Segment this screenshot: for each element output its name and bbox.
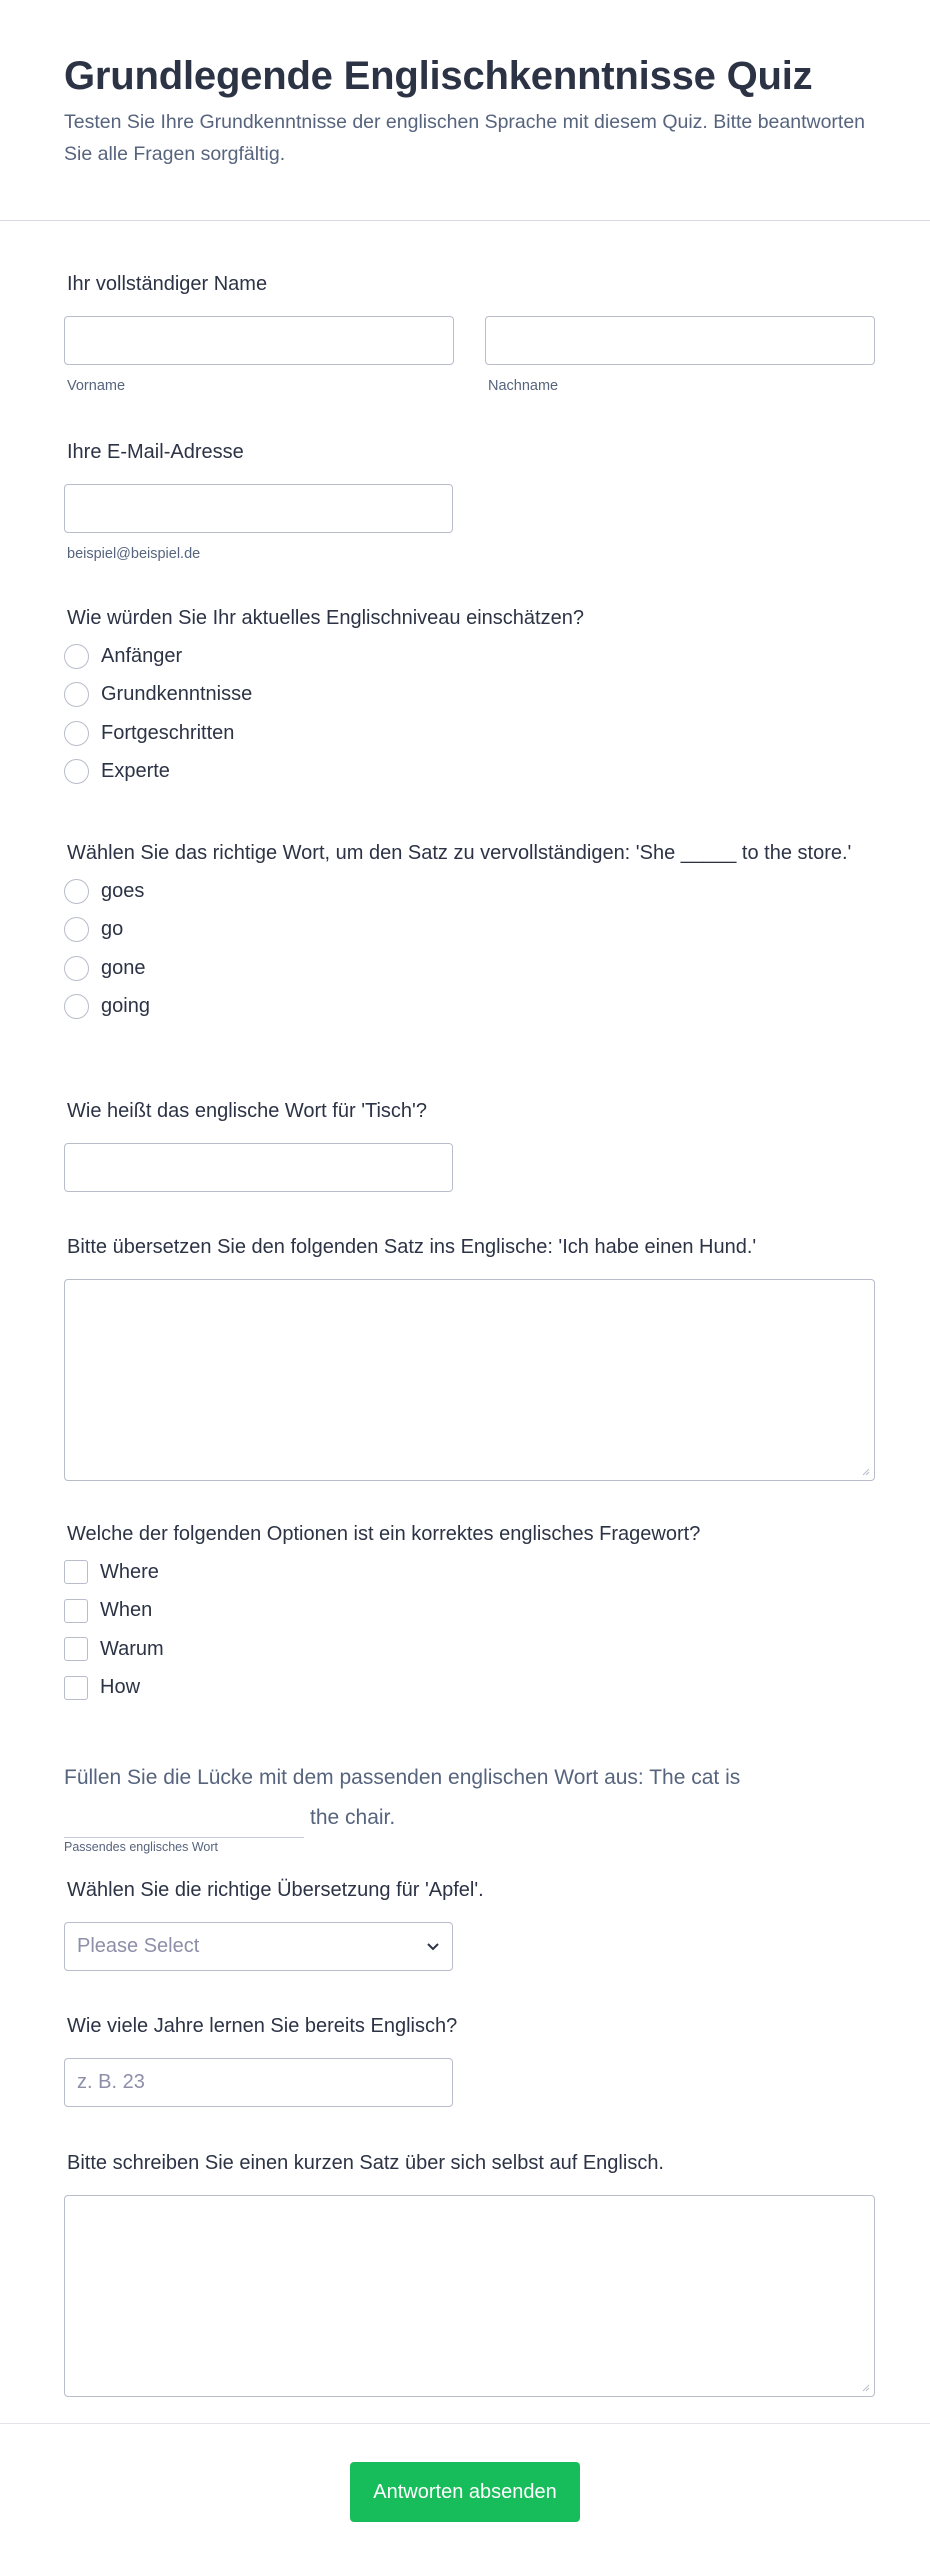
name-label: Ihr vollständiger Name — [67, 273, 268, 295]
apple-select-placeholder: Please Select — [77, 1935, 200, 1957]
word-choice-question — [64, 840, 864, 1026]
word-choice-option[interactable]: go — [64, 911, 864, 950]
name-question — [64, 271, 875, 394]
apple-question — [64, 1877, 484, 1971]
table-word-input[interactable] — [64, 1143, 453, 1192]
form-description: Testen Sie Ihre Grundkenntnisse der englischen Sprache mit diesem Quiz. Bitte beantworten Sie alle Fragen sorgfältig. — [64, 111, 866, 165]
about-label: Bitte schreiben Sie einen kurzen Satz über sich selbst auf Englisch. — [67, 2152, 664, 2174]
email-input[interactable] — [64, 484, 453, 533]
submit-button[interactable]: Antworten absenden — [350, 2462, 580, 2522]
chevron-down-icon — [426, 1942, 440, 1951]
form-header — [0, 0, 930, 221]
last-name-sublabel: Nachname — [488, 378, 559, 394]
checkbox[interactable] — [64, 1676, 88, 1700]
radio-button[interactable] — [64, 917, 89, 942]
fill-blank-prefix: Füllen Sie die Lücke mit dem passenden englischen Wort aus: The cat is — [64, 1766, 741, 1789]
level-option[interactable]: Fortgeschritten — [64, 714, 584, 753]
email-sublabel: beispiel@beispiel.de — [67, 546, 201, 562]
years-question — [64, 2013, 457, 2107]
years-input[interactable] — [64, 2058, 453, 2107]
word-choice-label: Wählen Sie das richtige Wort, um den Satz zu vervollständigen: 'She _____ to the store.' — [67, 842, 852, 864]
word-choice-option[interactable]: goes — [64, 872, 864, 911]
translate-question — [64, 1234, 875, 1481]
level-option[interactable]: Experte — [64, 753, 584, 792]
question-word-option[interactable]: When — [64, 1592, 700, 1631]
question-word-label: Welche der folgenden Optionen ist ein korrektes englisches Fragewort? — [67, 1523, 701, 1545]
form-footer — [0, 2423, 930, 2570]
radio-button[interactable] — [64, 644, 89, 669]
checkbox[interactable] — [64, 1560, 88, 1584]
last-name-input[interactable] — [485, 316, 875, 365]
radio-button[interactable] — [64, 682, 89, 707]
fill-blank-suffix: the chair. — [310, 1806, 396, 1829]
email-question — [64, 439, 453, 562]
fill-blank-input[interactable] — [64, 1837, 304, 1838]
about-textarea[interactable] — [64, 2195, 875, 2397]
radio-button[interactable] — [64, 956, 89, 981]
translate-textarea[interactable] — [64, 1279, 875, 1481]
table-word-label: Wie heißt das englische Wort für 'Tisch'? — [67, 1100, 427, 1122]
word-choice-option[interactable]: gone — [64, 949, 864, 988]
question-word-option[interactable]: Where — [64, 1553, 700, 1592]
question-word-option[interactable]: Warum — [64, 1630, 700, 1669]
apple-select[interactable] — [64, 1922, 453, 1971]
fill-blank-question — [64, 1758, 864, 1854]
level-question — [64, 605, 584, 791]
first-name-sublabel: Vorname — [67, 378, 126, 394]
word-choice-option[interactable]: going — [64, 988, 864, 1027]
form-title: Grundlegende Englischkenntnisse Quiz — [64, 54, 813, 98]
level-option[interactable]: Grundkenntnisse — [64, 676, 584, 715]
radio-button[interactable] — [64, 721, 89, 746]
question-word-option[interactable]: How — [64, 1669, 700, 1708]
checkbox[interactable] — [64, 1599, 88, 1623]
level-label: Wie würden Sie Ihr aktuelles Englischniveau einschätzen? — [67, 607, 584, 629]
radio-button[interactable] — [64, 759, 89, 784]
level-option[interactable]: Anfänger — [64, 637, 584, 676]
table-word-question — [64, 1098, 453, 1192]
years-label: Wie viele Jahre lernen Sie bereits Englisch? — [67, 2015, 458, 2037]
resize-grip-icon[interactable] — [860, 1466, 870, 1476]
fill-blank-sublabel: Passendes englisches Wort — [64, 1840, 219, 1854]
radio-button[interactable] — [64, 879, 89, 904]
first-name-input[interactable] — [64, 316, 454, 365]
checkbox[interactable] — [64, 1637, 88, 1661]
about-question — [64, 2150, 875, 2397]
apple-label: Wählen Sie die richtige Übersetzung für 'Apfel'. — [67, 1879, 484, 1901]
question-word-question — [64, 1521, 700, 1707]
resize-grip-icon[interactable] — [860, 2382, 870, 2392]
email-label: Ihre E-Mail-Adresse — [67, 441, 244, 463]
radio-button[interactable] — [64, 994, 89, 1019]
translate-label: Bitte übersetzen Sie den folgenden Satz ins Englische: 'Ich habe einen Hund.' — [67, 1236, 757, 1258]
